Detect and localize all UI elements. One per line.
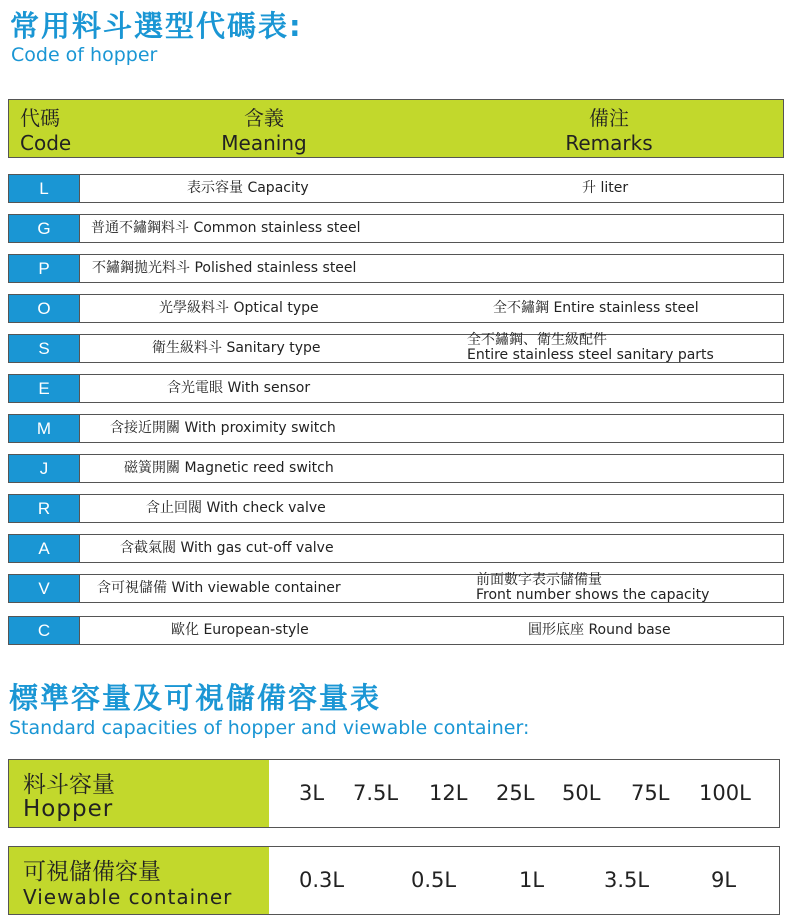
header-meaning: 含義 Meaning [221, 106, 307, 155]
table-row [8, 534, 784, 563]
row-code: R [9, 495, 79, 522]
table-row [8, 334, 784, 363]
capacity-value: 3.5L [604, 868, 650, 892]
row-meaning: 含可視儲備 With viewable container [97, 580, 341, 596]
table-row [8, 374, 784, 403]
row-remarks: 圓形底座 Round base [528, 622, 671, 638]
row-code: M [9, 415, 79, 442]
header-remarks: 備注 Remarks [565, 106, 653, 155]
row-meaning: 含光電眼 With sensor [167, 380, 311, 396]
section-subtitle: Standard capacities of hopper and viewable container: [9, 717, 530, 739]
row-meaning: 含止回閥 With check valve [146, 500, 326, 516]
page-title: 常用料斗選型代碼表: [10, 9, 303, 43]
row-code: E [9, 375, 79, 402]
table-row [8, 414, 784, 443]
row-meaning: 歐化 European-style [171, 622, 309, 638]
row-code: A [9, 535, 79, 562]
row-code: O [9, 295, 79, 322]
row-meaning: 光學級料斗 Optical type [159, 300, 319, 316]
row-code: C [9, 617, 79, 644]
hopper-label: 料斗容量 Hopper [9, 760, 269, 827]
capacity-value: 12L [429, 781, 468, 805]
capacity-value: 7.5L [353, 781, 399, 805]
row-code: P [9, 255, 79, 282]
row-remarks: 全不鏽鋼、衛生級配件 Entire stainless steel sanitary parts [467, 332, 714, 363]
table-row [8, 294, 784, 323]
row-remarks: 前面數字表示儲備量 Front number shows the capacity [476, 572, 710, 603]
capacity-value: 1L [519, 868, 545, 892]
capacity-value: 0.5L [411, 868, 457, 892]
capacity-value: 75L [631, 781, 670, 805]
capacity-value: 9L [711, 868, 737, 892]
capacity-value: 3L [299, 781, 325, 805]
capacity-value: 0.3L [299, 868, 345, 892]
page-subtitle: Code of hopper [11, 44, 158, 66]
table-row [8, 454, 784, 483]
table-row [8, 174, 784, 203]
row-meaning: 磁簧開關 Magnetic reed switch [124, 460, 334, 476]
table-row [8, 616, 784, 645]
row-code: J [9, 455, 79, 482]
row-code: L [9, 175, 79, 202]
capacity-value: 50L [562, 781, 601, 805]
code-table-header [8, 99, 784, 158]
row-meaning: 含截氣閥 With gas cut-off valve [120, 540, 334, 556]
container-capacity-row [8, 846, 780, 915]
table-row [8, 254, 784, 283]
header-code: 代碼 Code [20, 106, 72, 155]
row-code: G [9, 215, 79, 242]
section-title: 標準容量及可視儲備容量表 [9, 681, 382, 715]
capacity-value: 25L [496, 781, 535, 805]
row-meaning: 衛生級料斗 Sanitary type [152, 340, 321, 356]
row-meaning: 表示容量 Capacity [187, 180, 309, 196]
table-row [8, 574, 784, 603]
row-remarks: 升 liter [582, 180, 629, 196]
row-meaning: 含接近開關 With proximity switch [110, 420, 336, 436]
row-code: V [9, 575, 79, 602]
table-row [8, 214, 784, 243]
capacity-value: 100L [699, 781, 751, 805]
hopper-capacity-row [8, 759, 780, 828]
row-meaning: 普通不鏽鋼料斗 Common stainless steel [91, 220, 361, 236]
row-remarks: 全不鏽鋼 Entire stainless steel [493, 300, 699, 316]
table-row [8, 494, 784, 523]
container-label: 可視儲備容量 Viewable container [9, 847, 269, 914]
row-meaning: 不鏽鋼拋光料斗 Polished stainless steel [92, 260, 357, 276]
row-code: S [9, 335, 79, 362]
